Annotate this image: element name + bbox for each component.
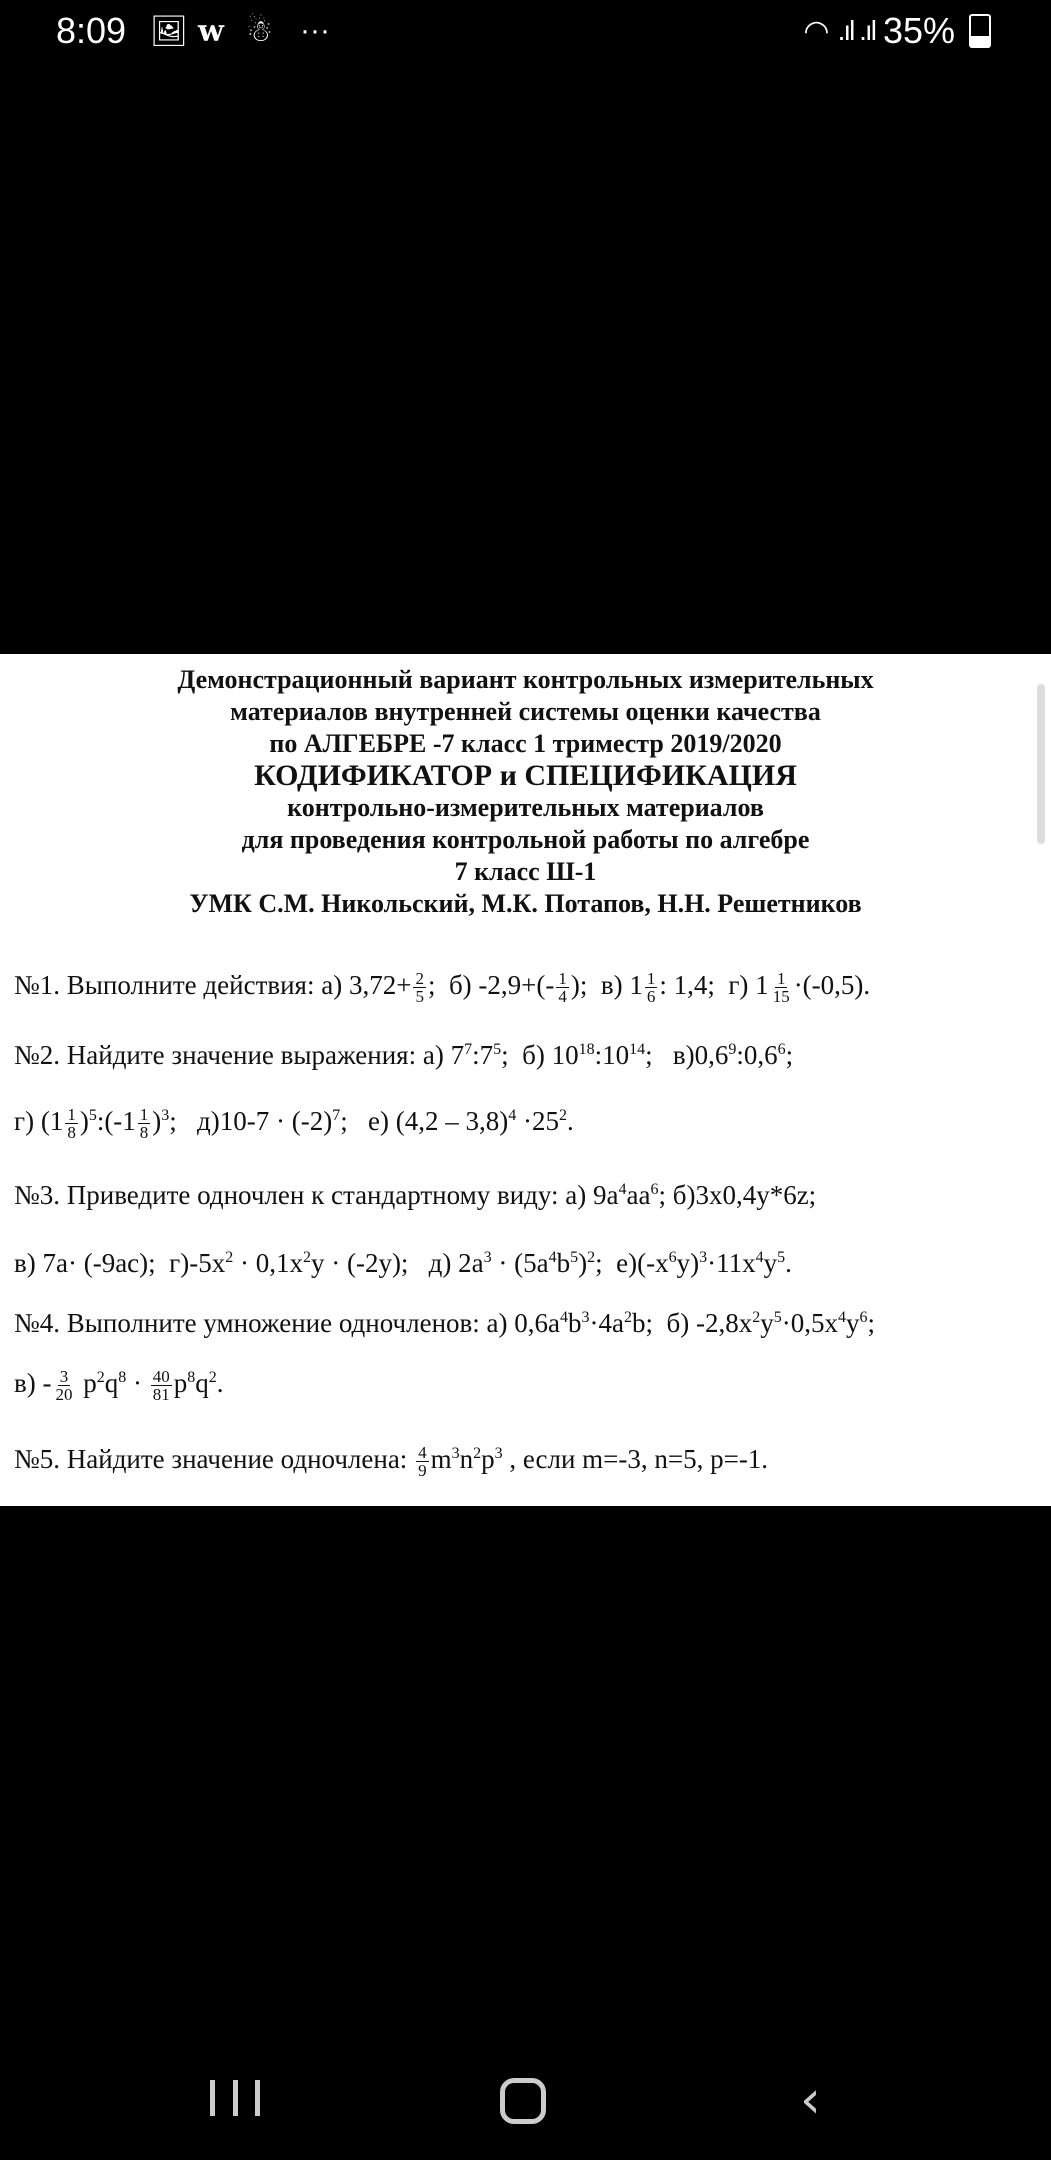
navigation-bar bbox=[0, 2040, 1051, 2160]
header-line-5: контрольно-измерительных материалов bbox=[287, 793, 764, 822]
status-right bbox=[803, 10, 991, 52]
task-4: №4. Выполните умножение одночленов: а) $0,6а^4b^3\cdot 4а^2b$; б) $-2,8х^2у^5\cdot 0,5х^4у^6$; bbox=[14, 1308, 875, 1338]
task-5-label: №5. Найдите значение одночлена: bbox=[14, 1444, 408, 1474]
task-3-label: №3. Приведите одночлен к стандартному виду: bbox=[14, 1180, 559, 1210]
header-line-2: материалов внутренней системы оценки качества bbox=[230, 697, 821, 726]
w-icon: w bbox=[198, 14, 224, 49]
back-button[interactable]: ‹ bbox=[800, 2070, 821, 2130]
image-icon: 🖼 bbox=[150, 15, 189, 48]
task-3: №3. Приведите одночлен к стандартному виду: а) $9а^4аа^6$; б)3х0,4у*6z; bbox=[14, 1180, 817, 1210]
task-2-label: №2. Найдите значение выражения: bbox=[14, 1040, 417, 1070]
home-button[interactable] bbox=[500, 2078, 546, 2124]
task-5: №5. Найдите значение одночлена: $\frac{4}{9}$ $m^3n^2p^3$ , если m=-3, n=5, p=-1. bbox=[14, 1443, 769, 1481]
task-1: №1. Выполните действия: а) 3,72+ $\frac{2}{5}$ ; б) -2,9+(- $\frac{1}{4}$ ); в) 1 $\frac{1}{6}$ : 1,4; г) 1 $\frac{1}{15}$ ·(-0,5). bbox=[14, 969, 871, 1007]
task-2: №2. Найдите значение выражения: а) $7^7:7^5$; б) $10^{18}:10^{14}$; $в)0,6^9:0,6^6$; bbox=[14, 1040, 794, 1070]
recent-apps-button[interactable] bbox=[210, 2080, 260, 2120]
header-line-6: для проведения контрольной работы по алгебре bbox=[241, 825, 810, 854]
task-1-label: №1. Выполните действия: bbox=[14, 970, 315, 1000]
header-line-1: Демонстрационный вариант контрольных измерительных bbox=[177, 665, 874, 694]
status-bar bbox=[0, 0, 1051, 70]
header-line-4: КОДИФИКАТОР и СПЕЦИФИКАЦИЯ bbox=[254, 759, 797, 792]
header-line-8: УМК С.М. Никольский, М.К. Потапов, Н.Н. Решетников bbox=[189, 889, 862, 918]
battery-percent: 35% bbox=[882, 10, 955, 51]
task-4-label: №4. Выполните умножение одночленов: bbox=[14, 1308, 480, 1338]
header-line-7: 7 класс Ш-1 bbox=[454, 857, 597, 886]
task-2-cont: г) (1 $\frac{1}{8}$ )$^5$:(-1 $\frac{1}{8}$ )$^3$; $д)10-7 \cdot (-2)^7$; е) $(4,2 - 3,8)^4 \cdot 25^2$. bbox=[14, 1105, 574, 1143]
document-page[interactable] bbox=[0, 654, 1051, 1506]
app-icon: ☃ bbox=[246, 15, 273, 48]
task-3-cont: в) 7а· (-9ас); $г)-5х^2 \cdot 0,1х^2у \cdot (-2у)$; д) $2а^3 \cdot (5а^4b^5)^2$; $е)(-х^6у)^3\cdot 11х^4у^5$. bbox=[14, 1248, 792, 1278]
status-time: 8:09 bbox=[56, 10, 127, 51]
task-5-condition: , если m=-3, n=5, p=-1. bbox=[509, 1444, 769, 1474]
task-4-cont: в) - $\frac{3}{20}$ $р^2q^8$ · $\frac{40}{81}$ $р^8q^2$. bbox=[14, 1367, 224, 1405]
header-line-3: по АЛГЕБРЕ -7 класс 1 триместр 2019/2020 bbox=[269, 729, 782, 758]
signal-icon: .ıl .ıl bbox=[837, 15, 875, 46]
document-header bbox=[0, 664, 1051, 920]
more-icon: ··· bbox=[300, 14, 330, 47]
wifi-icon: ◠ bbox=[803, 14, 830, 48]
battery-icon bbox=[969, 14, 991, 48]
